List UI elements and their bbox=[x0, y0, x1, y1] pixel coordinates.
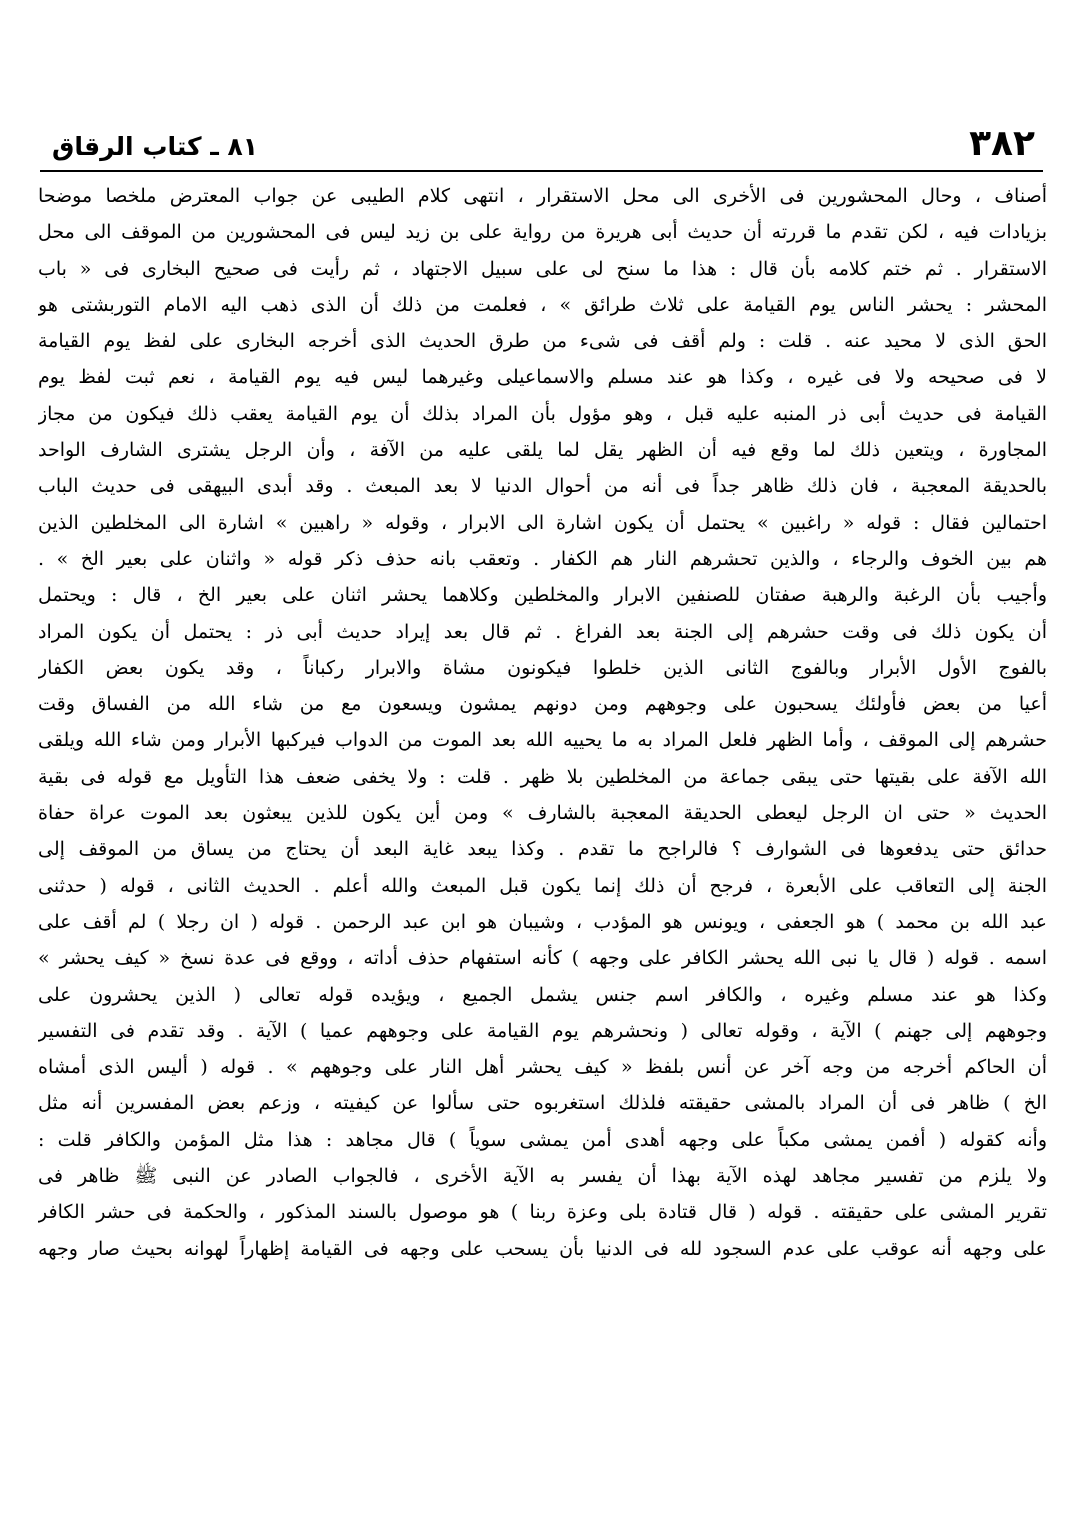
text-line: المجاورة ، ويتعين ذلك لما وقع فيه أن الظهر يقل لما يلقى عليه من الآفة ، وأن الرجل يشترى الشارف الواحد bbox=[38, 439, 1047, 462]
text-line: لا فى صحيحه ولا فى غيره ، وكذا هو عند مسلم والاسماعيلى وغيرهما ليس فيه يوم القيامة ، نعم ثبت لفظ يوم bbox=[38, 366, 1047, 389]
text-line: بالحديقة المعجبة ، فان ذلك ظاهر جداً فى أنه من أحوال الدنيا لا بعد المبعث . وقد أبدى البيهقى فى حديث الباب bbox=[38, 475, 1047, 498]
text-line: احتمالين فقال : قوله « راغبين » يحتمل أن يكون اشارة الى الابرار ، وقوله « راهبين » اشارة الى المخلطين الذين bbox=[38, 511, 1047, 534]
text-line: بزيادات فيه ، لكن تقدم ما قررته أن حديث أبى هريرة من رواية على بن زيد ليس فى المحشورين من الموقف الى محل bbox=[38, 221, 1047, 244]
text-line: تقرير المشى على حقيقته . قوله ( قال قتادة بلى وعزة ربنا ) هو موصول بالسند المذكور ، والحكمة فى حشر الكافر bbox=[38, 1201, 1047, 1224]
text-line: هم بين الخوف والرجاء ، والذين تحشرهم النار هم الكفار . وتعقب بانه حذف ذكر قوله « واثنان على بعير الخ » . bbox=[38, 547, 1047, 570]
page-header bbox=[40, 122, 1043, 174]
text-line: وجوههم إلى جهنم ) الآية ، وقوله تعالى ( ونحشرهم يوم القيامة على وجوههم عميا ) الآية . وقد تقدم فى التفسير bbox=[38, 1019, 1047, 1042]
text-line: الله الآفة على بقيتها حتى يبقى جماعة من المخلطين بلا ظهر . قلت : ولا يخفى ضعف هذا التأويل مع قوله فى بقية bbox=[38, 765, 1047, 788]
text-line: الخ ) ظاهر فى أن المراد بالمشى حقيقته فلذلك استغربوه حتى سألوا عن كيفيته ، وزعم بعض المفسرين أنه مثل bbox=[38, 1092, 1047, 1115]
text-line: أن الحاكم أخرجه من وجه آخر عن أنس بلفظ « كيف يحشر أهل النار على وجوههم » . قوله ( أليس الذى أمشاه bbox=[38, 1056, 1047, 1079]
chapter-title: ٨١ ـ كتاب الرقاق bbox=[52, 132, 259, 161]
text-line: حشرهم إلى الموقف ، وأما الظهر فلعل المراد به ما يحييه الله بعد الموت من الدواب فيركبها الأبرار ومن شاء الله ويلقى bbox=[38, 729, 1047, 752]
text-line: أن يكون ذلك فى وقت حشرهم إلى الجنة بعد الفراغ . ثم قال بعد إيراد حديث أبى ذر : يحتمل أن يكون المراد bbox=[38, 620, 1047, 643]
text-line: الحديث « حتى ان الرجل ليعطى الحديقة المعجبة بالشارف » ومن أين يكون للذين يبعثون بعد الموت عراة حفاة bbox=[38, 802, 1047, 825]
text-line: ولا يلزم من تفسير مجاهد لهذه الآية بهذا أن يفسر به الآية الأخرى ، فالجواب الصادر عن النبى ﷺ ظاهر فى bbox=[38, 1165, 1047, 1188]
text-line: القيامة فى حديث أبى ذر المنبه عليه قبل ، وهو مؤول بأن المراد بذلك أن يوم القيامة يعقب ذلك فيكون من مجاز bbox=[38, 402, 1047, 425]
text-line: المحشر : يحشر الناس يوم القيامة على ثلاث طرائق » ، فعلمت من ذلك أن الذى ذهب اليه الامام التوربشتى هو bbox=[38, 293, 1047, 316]
text-line: وكذا هو عند مسلم وغيره ، والكافر اسم جنس يشمل الجميع ، ويؤيده قوله تعالى ( الذين يحشرون على bbox=[38, 983, 1047, 1006]
text-line: وأنه كقوله ( أفمن يمشى مكباً على وجهه أهدى أمن يمشى سوياً ) قال مجاهد : هذا مثل المؤمن والكافر قلت : bbox=[38, 1128, 1047, 1151]
text-line: أعيا من بعض فأولئك يسحبون على وجوههم ومن دونهم يمشون ويسعون مع من شاء الله من الفساق وقت bbox=[38, 693, 1047, 716]
text-line: الاستقرار . ثم ختم كلامه بأن قال : هذا ما سنح لى على سبيل الاجتهاد ، ثم رأيت فى صحيح البخارى فى « باب bbox=[38, 257, 1047, 280]
text-line: أصناف ، وحال المحشورين فى الأخرى الى محل الاستقرار ، انتهى كلام الطيبى عن جواب المعترض ملخصا موضحا bbox=[38, 185, 1047, 207]
body-text bbox=[38, 178, 1047, 1267]
text-line: الحق الذى لا محيد عنه . قلت : ولم أقف فى شىء من طرق الحديث الذى أخرجه البخارى على لفظ يوم القيامة bbox=[38, 330, 1047, 353]
header-divider bbox=[40, 170, 1043, 172]
text-line: على وجهه أنه عوقب على عدم السجود لله فى الدنيا بأن يسحب على وجهه فى القيامة إظهاراً لهوانه بحيث صار وجهه bbox=[38, 1237, 1047, 1260]
text-line: اسمه . قوله ( قال يا نبى الله يحشر الكافر على وجهه ) كأنه استفهام حذف أداته ، ووقع فى عدة نسخ « كيف يحشر » bbox=[38, 947, 1047, 970]
text-line: عبد الله بن محمد ) هو الجعفى ، ويونس هو المؤدب ، وشيبان هو ابن عبد الرحمن . قوله ( ان رجلا ) لم أقف على bbox=[38, 910, 1047, 933]
page-number: ٣٨٢ bbox=[969, 123, 1035, 164]
text-line: وأجيب بأن الرغبة والرهبة صفتان للصنفين الابرار والمخلطين وكلاهما يحشر اثنان على بعير الخ ، قال : ويحتمل bbox=[38, 584, 1047, 607]
text-line: بالفوج الأول الأبرار وبالفوج الثانى الذين خلطوا فيكونون مشاة والابرار ركباناً ، وقد يكون بعض الكفار bbox=[38, 656, 1047, 679]
text-line: الجنة إلى التعاقب على الأبعرة ، فرجح أن ذلك إنما يكون قبل المبعث والله أعلم . الحديث الثانى ، قوله ( حدثنى bbox=[38, 874, 1047, 897]
text-line: حدائق حتى يدفعوها فى الشوارف ؟ فالراجح ما تقدم . وكذا يبعد غاية البعد أن يحتاج من يساق من الموقف إلى bbox=[38, 838, 1047, 861]
